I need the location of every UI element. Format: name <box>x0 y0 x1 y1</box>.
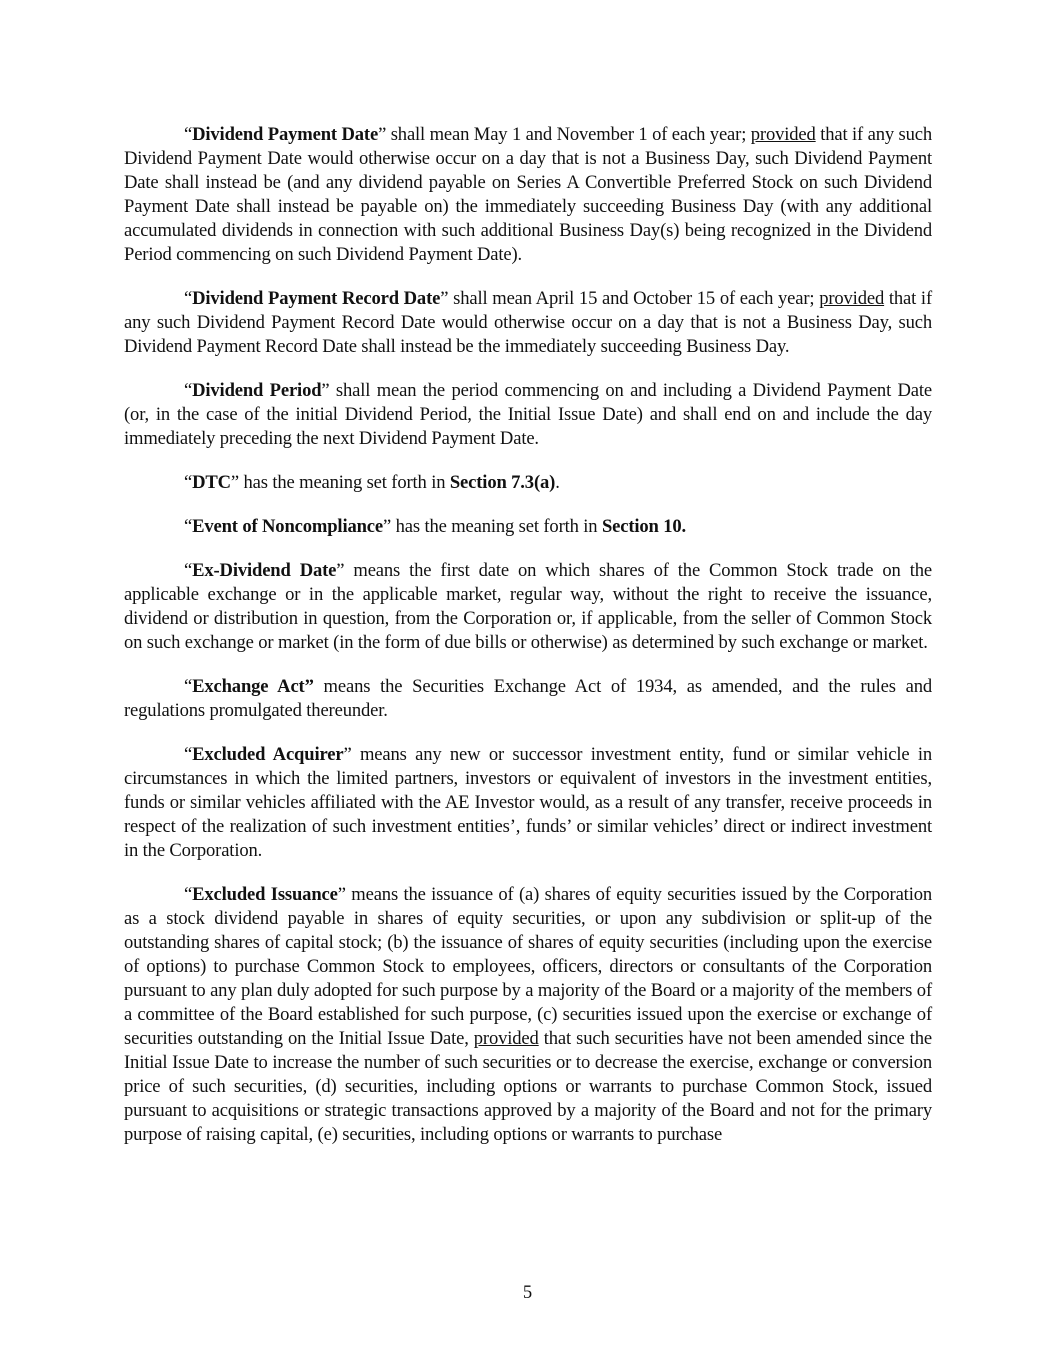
definition-dtc <box>124 471 932 495</box>
close-quote: ” <box>440 288 449 309</box>
defined-term: Excluded Acquirer <box>192 744 344 765</box>
document-page <box>124 123 932 1167</box>
open-quote: “ <box>184 516 193 537</box>
open-quote: “ <box>184 472 193 493</box>
open-quote: “ <box>184 744 193 765</box>
open-quote: “ <box>184 884 193 905</box>
defined-term: DTC <box>192 472 231 493</box>
definition-text: means the issuance of (a) shares of equity securities issued by the Corporation as a stock dividend payable in shares of equity securities, or upon any subdivision or split-up of the outstanding shares of capital stock; (b) the issuance of shares of equity securities (including upon the exercise of options) to purchase Common Stock to employees, officers, directors or consultants of the Corporation pursuant to any plan duly adopted for such purpose by a majority of the Board or a majority of the members of a committee of the Board established for such purpose, (c) securities issued upon the exercise or exchange of securities outstanding on the Initial Issue Date, <box>124 884 933 1049</box>
open-quote: “ <box>184 288 193 309</box>
close-quote: ” <box>337 884 346 905</box>
open-quote: “ <box>184 676 193 697</box>
section-reference: Section 10. <box>601 516 687 537</box>
defined-term: Dividend Period <box>192 380 322 401</box>
defined-term: Event of Noncompliance <box>192 516 383 537</box>
provided-underlined: provided <box>473 1028 539 1049</box>
defined-term: Ex-Dividend Date <box>192 560 337 581</box>
definition-excluded-issuance <box>124 883 932 1147</box>
open-quote: “ <box>184 380 193 401</box>
definition-excluded-acquirer <box>124 743 932 863</box>
definition-dividend-period <box>124 379 932 451</box>
definition-text: means any new or successor investment entity, fund or similar vehicle in circumstances in which the limited partners, investors or equivalent of investors in the investment entities, funds or similar vehicles affiliated with the AE Investor would, as a result of any transfer, receive proceeds in respect of the realization of such investment entities’, funds’ or similar vehicles’ direct or indirect investment in the Corporation. <box>124 744 932 861</box>
close-quote: ” <box>230 472 240 493</box>
definition-text: that if any such Dividend Payment Record Date would otherwise occur on a day that is not a Business Day, such Dividend Payment Record Date shall instead be the immediately succeeding Business Day. <box>124 288 932 357</box>
open-quote: “ <box>184 560 193 581</box>
defined-term: Exchange Act” <box>192 676 314 697</box>
definition-text: shall mean May 1 and November 1 of each year; <box>386 124 751 145</box>
definition-text: has the meaning set forth in <box>239 472 450 493</box>
open-quote: “ <box>184 124 193 145</box>
definition-text: . <box>555 472 560 493</box>
close-quote: ” <box>383 516 392 537</box>
provided-underlined: provided <box>750 124 816 145</box>
definition-text: means the Securities Exchange Act of 1934, as amended, and the rules and regulations promulgated thereunder. <box>124 676 932 721</box>
definition-text: means the first date on which shares of the Common Stock trade on the applicable exchange or in the applicable market, regular way, without the right to receive the issuance, dividend or distribution in question, from the Corporation or, if applicable, from the seller of Common Stock on such exchange or market (in the form of due bills or otherwise) as determined by such exchange or market. <box>124 560 932 653</box>
provided-underlined: provided <box>819 288 885 309</box>
defined-term: Dividend Payment Record Date <box>192 288 441 309</box>
definition-ex-dividend-date <box>124 559 932 655</box>
definition-exchange-act <box>124 675 932 723</box>
definition-dividend-payment-date <box>124 123 932 267</box>
definition-text: that such securities have not been amended since the Initial Issue Date to increase the number of such securities or to decrease the exercise, exchange or conversion price of such securities, (d) securities, including options or warrants to purchase Common Stock, issued pursuant to acquisitions or strategic transactions approved by a majority of the Board and not for the primary purpose of raising capital, (e) securities, including options or warrants to purchase <box>124 1028 932 1145</box>
defined-term: Dividend Payment Date <box>192 124 379 145</box>
definition-dividend-payment-record-date <box>124 287 932 359</box>
close-quote: ” <box>321 380 330 401</box>
definition-event-of-noncompliance <box>124 515 932 539</box>
defined-term: Excluded Issuance <box>192 884 338 905</box>
close-quote: ” <box>378 124 387 145</box>
definition-text: has the meaning set forth in <box>391 516 602 537</box>
definition-text: shall mean the period commencing on and including a Dividend Payment Date (or, in the case of the initial Dividend Period, the Initial Issue Date) and shall end on and include the day immediately preceding the next Dividend Payment Date. <box>124 380 932 449</box>
definition-text: shall mean April 15 and October 15 of each year; <box>448 288 820 309</box>
definition-text: that if any such Dividend Payment Date would otherwise occur on a day that is not a Business Day, such Dividend Payment Date shall instead be (and any dividend payable on Series A Convertible Preferred Stock on such Dividend Payment Date shall instead be payable on) the immediately succeeding Business Day (with any additional accumulated dividends in connection with such additional Business Day(s) being recognized in the Dividend Period commencing on such Dividend Payment Date). <box>124 124 933 265</box>
close-quote: ” <box>336 560 345 581</box>
close-quote: ” <box>343 744 352 765</box>
page-number: 5 <box>522 1282 533 1303</box>
section-reference: Section 7.3(a) <box>449 472 556 493</box>
